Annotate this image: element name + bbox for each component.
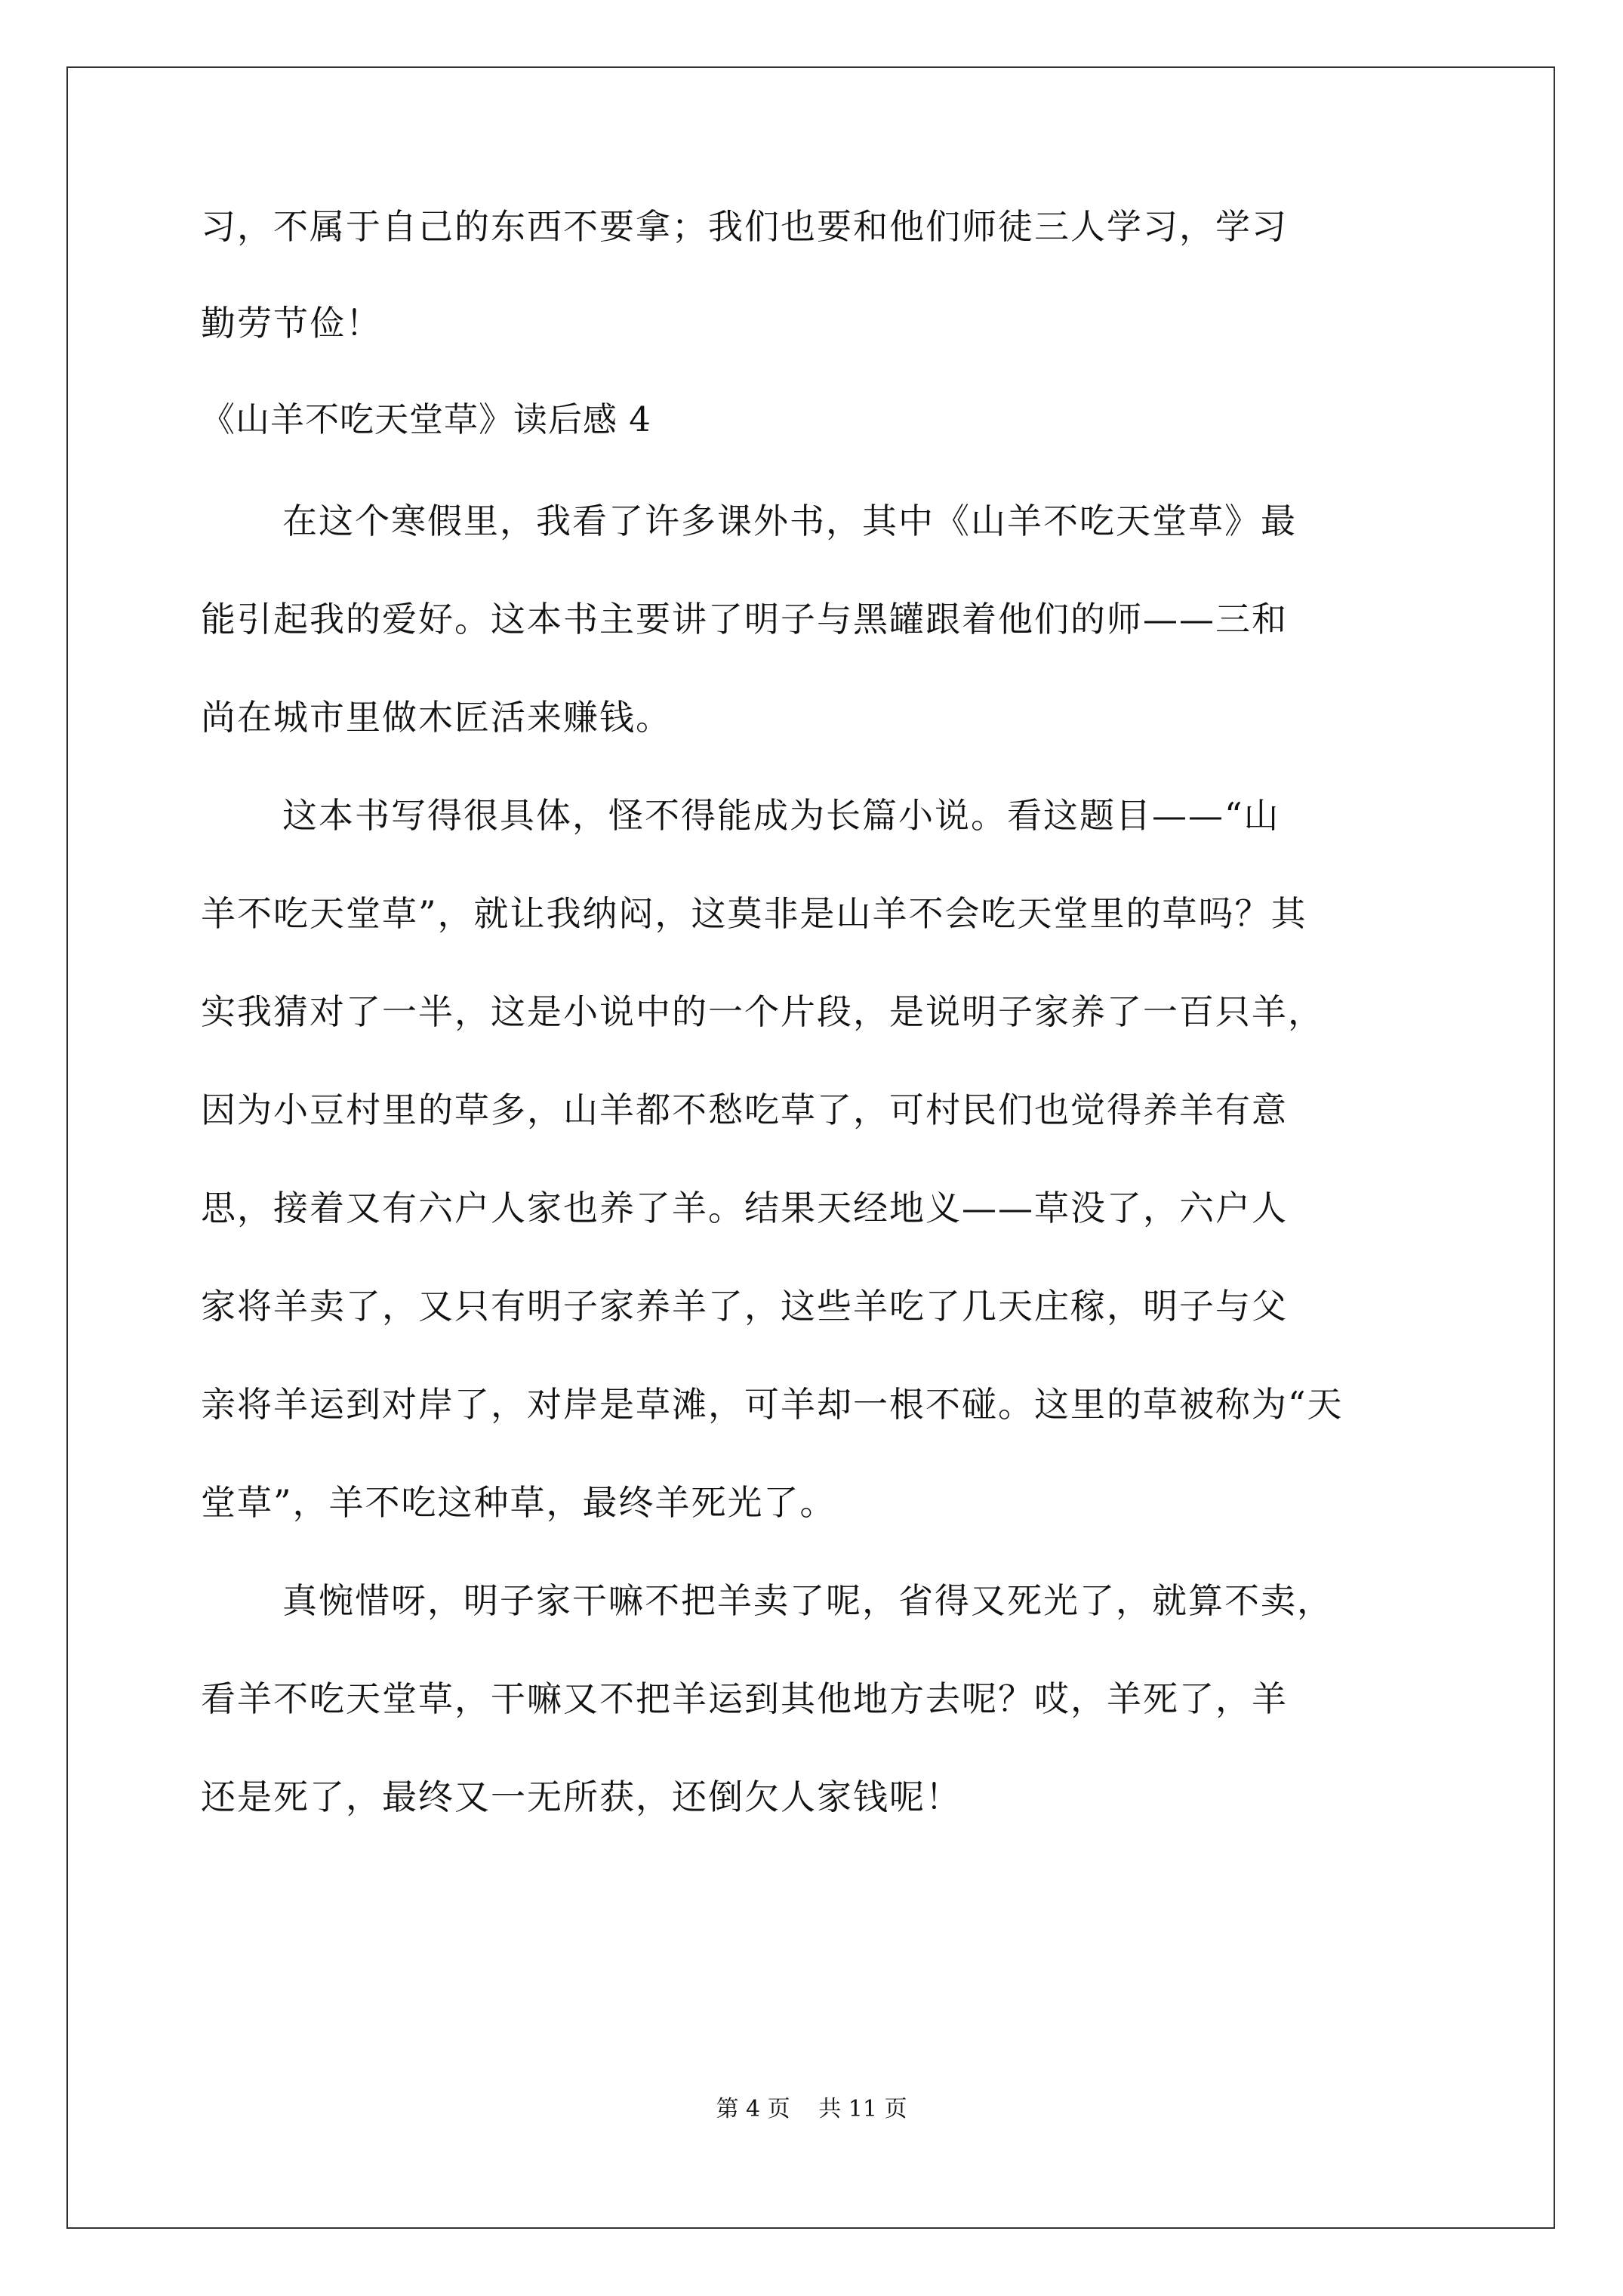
paragraph-first-line: 真惋惜呀，明子家干嘛不把羊卖了呢，省得又死光了，就算不卖， <box>282 1580 1333 1621</box>
text-line: 家将羊卖了，又只有明子家养羊了，这些羊吃了几天庄稼，明子与父 <box>201 1286 1288 1327</box>
page-border <box>66 66 1555 2229</box>
text-line: 能引起我的爱好。这本书主要讲了明子与黑罐跟着他们的师——三和 <box>201 599 1288 639</box>
paragraph-first-line: 这本书写得很具体，怪不得能成为长篇小说。看这题目——“山 <box>282 795 1280 836</box>
paragraph-first-line: 在这个寒假里，我看了许多课外书，其中《山羊不吃天堂草》最 <box>282 501 1297 541</box>
page-total: 共 11 页 <box>818 2096 907 2122</box>
text-line: 亲将羊运到对岸了，对岸是草滩，可羊却一根不碰。这里的草被称为“天 <box>201 1384 1344 1425</box>
text-line: 勤劳节俭！ <box>201 303 382 344</box>
text-line: 思，接着又有六户人家也养了羊。结果天经地义——草没了，六户人 <box>201 1188 1288 1228</box>
text-line: 习，不属于自己的东西不要拿；我们也要和他们师徒三人学习，学习 <box>201 206 1288 247</box>
text-line: 尚在城市里做木匠活来赚钱。 <box>201 697 672 738</box>
text-line: 看羊不吃天堂草，干嘛又不把羊运到其他地方去呢？哎，羊死了，羊 <box>201 1678 1288 1719</box>
text-line: 羊不吃天堂草”，就让我纳闷，这莫非是山羊不会吃天堂里的草吗？其 <box>201 893 1307 934</box>
page-footer <box>0 2094 1623 2125</box>
text-line: 堂草”，羊不吃这种草，最终羊死光了。 <box>201 1482 836 1523</box>
section-heading: 《山羊不吃天堂草》读后感 4 <box>201 399 651 439</box>
text-line: 因为小豆村里的草多，山羊都不愁吃草了，可村民们也觉得养羊有意 <box>201 1089 1288 1130</box>
page-number: 第 4 页 <box>716 2096 790 2122</box>
text-line: 还是死了，最终又一无所获，还倒欠人家钱呢！ <box>201 1777 962 1817</box>
text-line: 实我猜对了一半，这是小说中的一个片段，是说明子家养了一百只羊， <box>201 991 1324 1032</box>
